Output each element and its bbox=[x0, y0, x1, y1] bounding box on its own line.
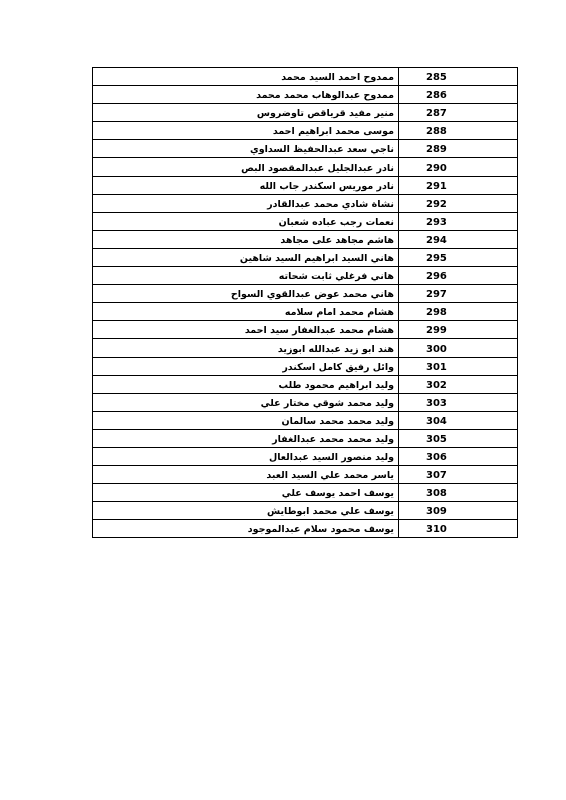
name-cell: هاني محمد عوض عبدالقوي السواح bbox=[93, 285, 399, 303]
name-cell: وليد ابراهيم محمود طلب bbox=[93, 375, 399, 393]
number-cell: 296 bbox=[399, 267, 518, 285]
name-cell: ياسر محمد علي السيد العبد bbox=[93, 466, 399, 484]
number-cell: 302 bbox=[399, 375, 518, 393]
table-row bbox=[93, 321, 518, 339]
table-row bbox=[93, 267, 518, 285]
name-cell: نشاة شادي محمد عبدالقادر bbox=[93, 194, 399, 212]
table-row bbox=[93, 357, 518, 375]
number-cell: 286 bbox=[399, 86, 518, 104]
number-cell: 299 bbox=[399, 321, 518, 339]
name-cell: يوسف احمد يوسف علي bbox=[93, 484, 399, 502]
table-row bbox=[93, 248, 518, 266]
names-table-body bbox=[93, 68, 518, 538]
table-row bbox=[93, 502, 518, 520]
number-cell: 298 bbox=[399, 303, 518, 321]
number-cell: 290 bbox=[399, 158, 518, 176]
name-cell: هاني السيد ابراهيم السيد شاهين bbox=[93, 248, 399, 266]
table-row bbox=[93, 158, 518, 176]
name-cell: وائل رفيق كامل اسكندر bbox=[93, 357, 399, 375]
table-row bbox=[93, 176, 518, 194]
document-page bbox=[92, 67, 484, 538]
name-cell: هشام محمد عبدالغفار سيد احمد bbox=[93, 321, 399, 339]
table-row bbox=[93, 393, 518, 411]
name-cell: ناجي سعد عبدالحفيظ السداوي bbox=[93, 140, 399, 158]
table-row bbox=[93, 140, 518, 158]
name-cell: هاني فرغلي ثابت شحاته bbox=[93, 267, 399, 285]
table-row bbox=[93, 230, 518, 248]
name-cell: وليد محمد محمد عبدالغفار bbox=[93, 429, 399, 447]
number-cell: 304 bbox=[399, 411, 518, 429]
name-cell: يوسف محمود سلام عبدالموجود bbox=[93, 520, 399, 538]
table-row bbox=[93, 285, 518, 303]
number-cell: 310 bbox=[399, 520, 518, 538]
number-cell: 288 bbox=[399, 122, 518, 140]
number-cell: 287 bbox=[399, 104, 518, 122]
names-table bbox=[92, 67, 518, 538]
name-cell: نادر موريس اسكندر جاب الله bbox=[93, 176, 399, 194]
name-cell: وليد محمد محمد سالمان bbox=[93, 411, 399, 429]
number-cell: 295 bbox=[399, 248, 518, 266]
number-cell: 292 bbox=[399, 194, 518, 212]
number-cell: 285 bbox=[399, 68, 518, 86]
number-cell: 301 bbox=[399, 357, 518, 375]
name-cell: موسى محمد ابراهيم احمد bbox=[93, 122, 399, 140]
number-cell: 289 bbox=[399, 140, 518, 158]
table-row bbox=[93, 86, 518, 104]
table-row bbox=[93, 466, 518, 484]
table-row bbox=[93, 339, 518, 357]
number-cell: 307 bbox=[399, 466, 518, 484]
name-cell: هاشم مجاهد على مجاهد bbox=[93, 230, 399, 248]
number-cell: 293 bbox=[399, 212, 518, 230]
table-row bbox=[93, 375, 518, 393]
table-row bbox=[93, 411, 518, 429]
table-row bbox=[93, 447, 518, 465]
name-cell: هند ابو زيد عبدالله ابوزيد bbox=[93, 339, 399, 357]
name-cell: يوسف علي محمد ابوطايش bbox=[93, 502, 399, 520]
table-row bbox=[93, 194, 518, 212]
number-cell: 300 bbox=[399, 339, 518, 357]
number-cell: 306 bbox=[399, 447, 518, 465]
table-row bbox=[93, 484, 518, 502]
table-row bbox=[93, 520, 518, 538]
table-row bbox=[93, 303, 518, 321]
number-cell: 305 bbox=[399, 429, 518, 447]
name-cell: منير مفيد قرياقص تاوضروس bbox=[93, 104, 399, 122]
name-cell: وليد محمد شوقي مختار علي bbox=[93, 393, 399, 411]
table-row bbox=[93, 104, 518, 122]
table-row bbox=[93, 212, 518, 230]
number-cell: 303 bbox=[399, 393, 518, 411]
name-cell: وليد منصور السيد عبدالعال bbox=[93, 447, 399, 465]
number-cell: 297 bbox=[399, 285, 518, 303]
name-cell: نعمات رجب عباده شعبان bbox=[93, 212, 399, 230]
table-row bbox=[93, 122, 518, 140]
table-row bbox=[93, 429, 518, 447]
name-cell: ممدوح عبدالوهاب محمد محمد bbox=[93, 86, 399, 104]
name-cell: ممدوح احمد السيد محمد bbox=[93, 68, 399, 86]
name-cell: هشام محمد امام سلامه bbox=[93, 303, 399, 321]
number-cell: 294 bbox=[399, 230, 518, 248]
number-cell: 309 bbox=[399, 502, 518, 520]
number-cell: 291 bbox=[399, 176, 518, 194]
name-cell: نادر عبدالجليل عبدالمقصود البص bbox=[93, 158, 399, 176]
table-row bbox=[93, 68, 518, 86]
number-cell: 308 bbox=[399, 484, 518, 502]
